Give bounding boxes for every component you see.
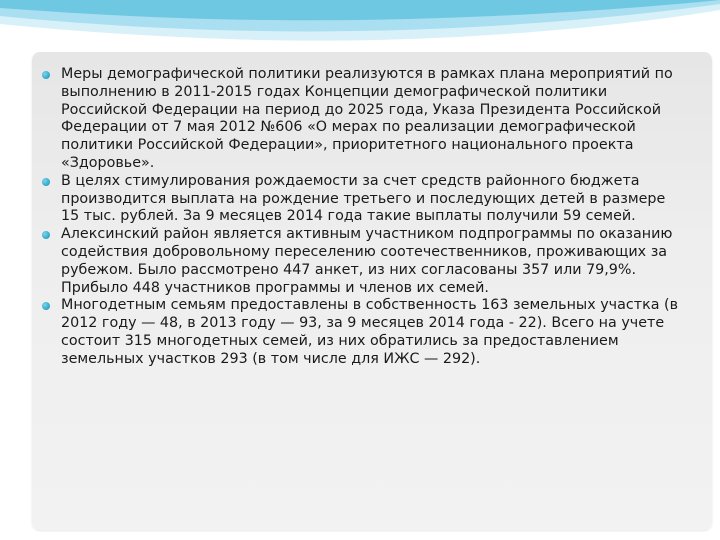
bullet-text: В целях стимулирования рождаемости за счет средств районного бюджета производится выплата на рождение третьего и последующих детей в размере 15 тыс. рублей. За 9 месяцев 2014 года такие выплаты получили 59 семей. — [61, 172, 666, 225]
bullet-dot-icon — [42, 302, 50, 310]
list-item — [0, 66, 720, 173]
bullet-text: Многодетным семьям предоставлены в собственность 163 земельных участка (в 2012 году — 48, в 2013 году — 93, за 9 месяцев 2014 года - 22). Всего на учете состоит 315 многодетных семей, из них обратились за предоставлением земельных участков 293 (в том числе для ИЖС — 292). — [61, 297, 679, 367]
bullet-dot-icon — [42, 71, 50, 79]
list-item — [0, 226, 720, 297]
bullet-dot-icon — [42, 178, 50, 186]
bullet-text: Меры демографической политики реализуются в рамках плана мероприятий по выполнению в 2011-2015 годах Концепции демографической политики Российской Федерации на период до 2025 года, Указа Президента Российской Федерации от 7 мая 2012 №606 «О мерах по реализации демографической политики Российской Федерации», приоритетного национального проекта «Здоровье». — [61, 66, 673, 171]
bullet-text: Алексинский район является активным участником подпрограммы по оказанию содействия добровольному переселению соотечественников, проживающих за рубежом. Было рассмотрено 447 анкет, из них согласованы 357 или 79,9%. Прибыло 448 участников программы и членов их семей. — [61, 226, 673, 296]
list-item — [0, 173, 720, 226]
list-item — [0, 297, 720, 368]
header-wave-decoration — [0, 0, 720, 60]
bullet-dot-icon — [42, 231, 50, 239]
bullet-list — [0, 66, 720, 369]
